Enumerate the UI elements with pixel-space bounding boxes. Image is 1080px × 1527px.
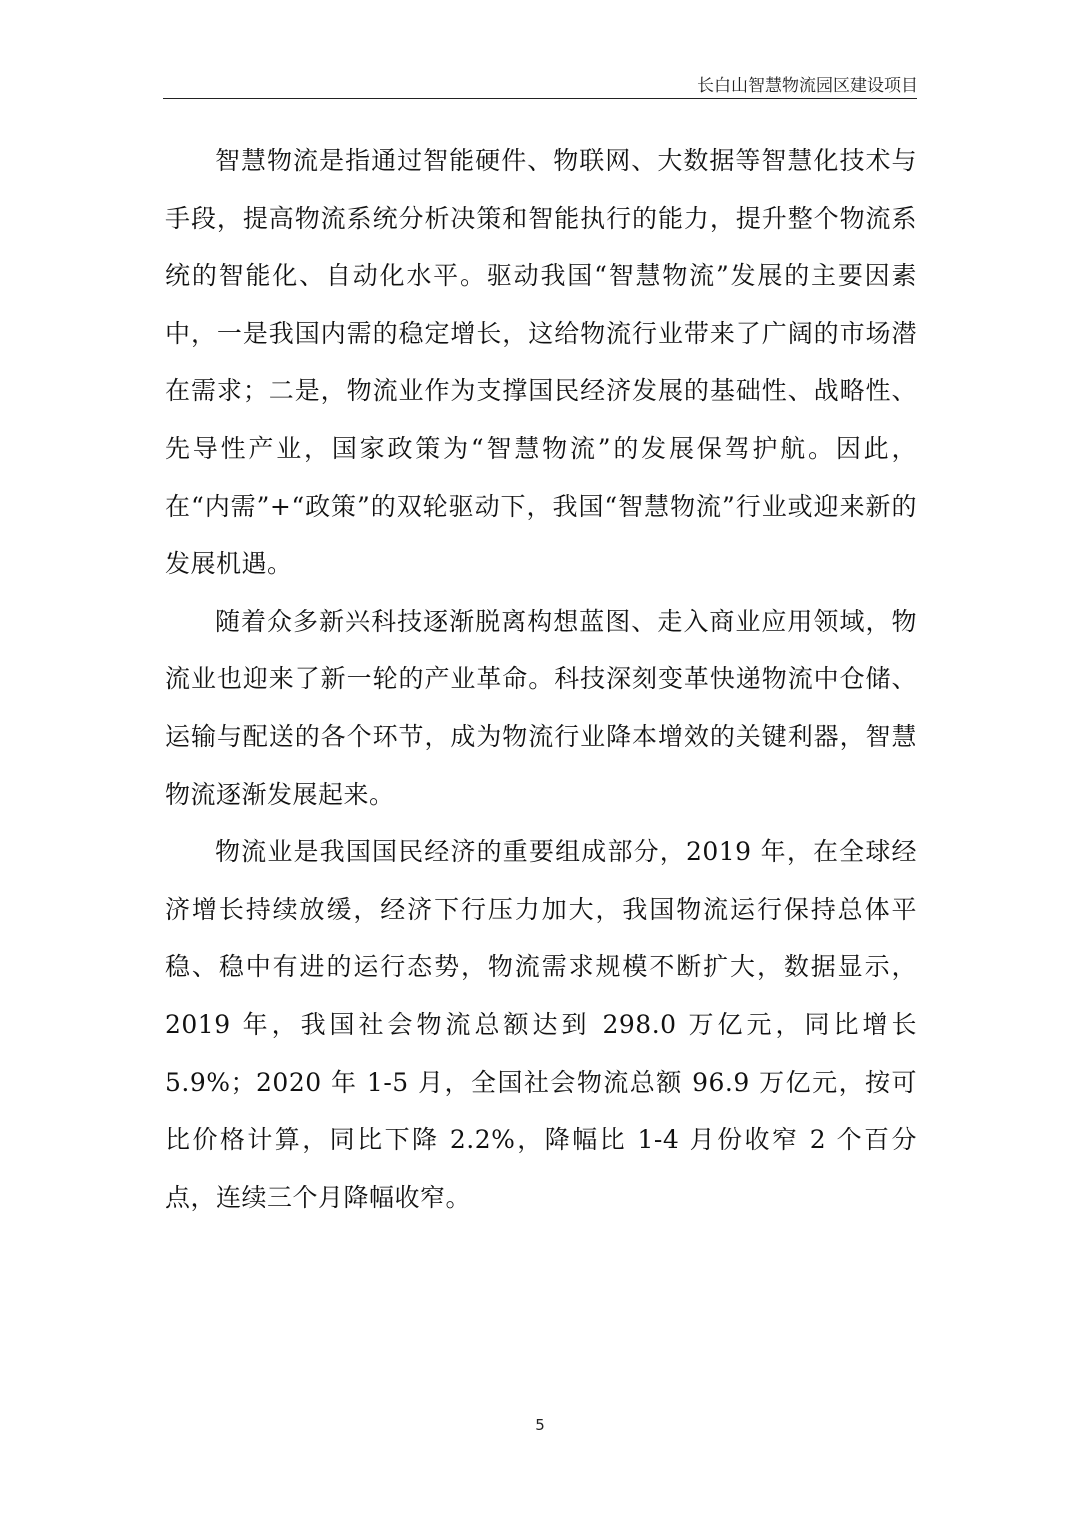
paragraph: 物流业是我国国民经济的重要组成部分，2019 年，在全球经济增长持续放缓，经济下行压力加大，我国物流运行保持总体平稳、稳中有进的运行态势，物流需求规模不断扩大，数据显示，2019 年，我国社会物流总额达到 298.0 万亿元，同比增长 5.9%；2020 年 1-5 月，全国社会物流总额 96.9 万亿元，按可比价格计算，同比下降 2.2%，降幅比 1-4 月份收窄 2 个百分点，连续三个月降幅收窄。 [165,837,917,1212]
header-title: 长白山智慧物流园区建设项目 [697,76,918,96]
paragraph: 智慧物流是指通过智能硬件、物联网、大数据等智慧化技术与手段，提高物流系统分析决策和智能执行的能力，提升整个物流系统的智能化、自动化水平。驱动我国“智慧物流”发展的主要因素中，一是我国内需的稳定增长，这给物流行业带来了广阔的市场潜在需求；二是，物流业作为支撑国民经济发展的基础性、战略性、先导性产业，国家政策为“智慧物流”的发展保驾护航。因此，在“内需”+“政策”的双轮驱动下，我国“智慧物流”行业或迎来新的发展机遇。 [165,146,917,579]
header-divider [163,98,917,99]
document-body [165,132,917,1226]
page-number: 5 [535,1416,545,1434]
paragraph: 随着众多新兴科技逐渐脱离构想蓝图、走入商业应用领域，物流业也迎来了新一轮的产业革命。科技深刻变革快递物流中仓储、运输与配送的各个环节，成为物流行业降本增效的关键利器，智慧物流逐渐发展起来。 [165,606,917,809]
